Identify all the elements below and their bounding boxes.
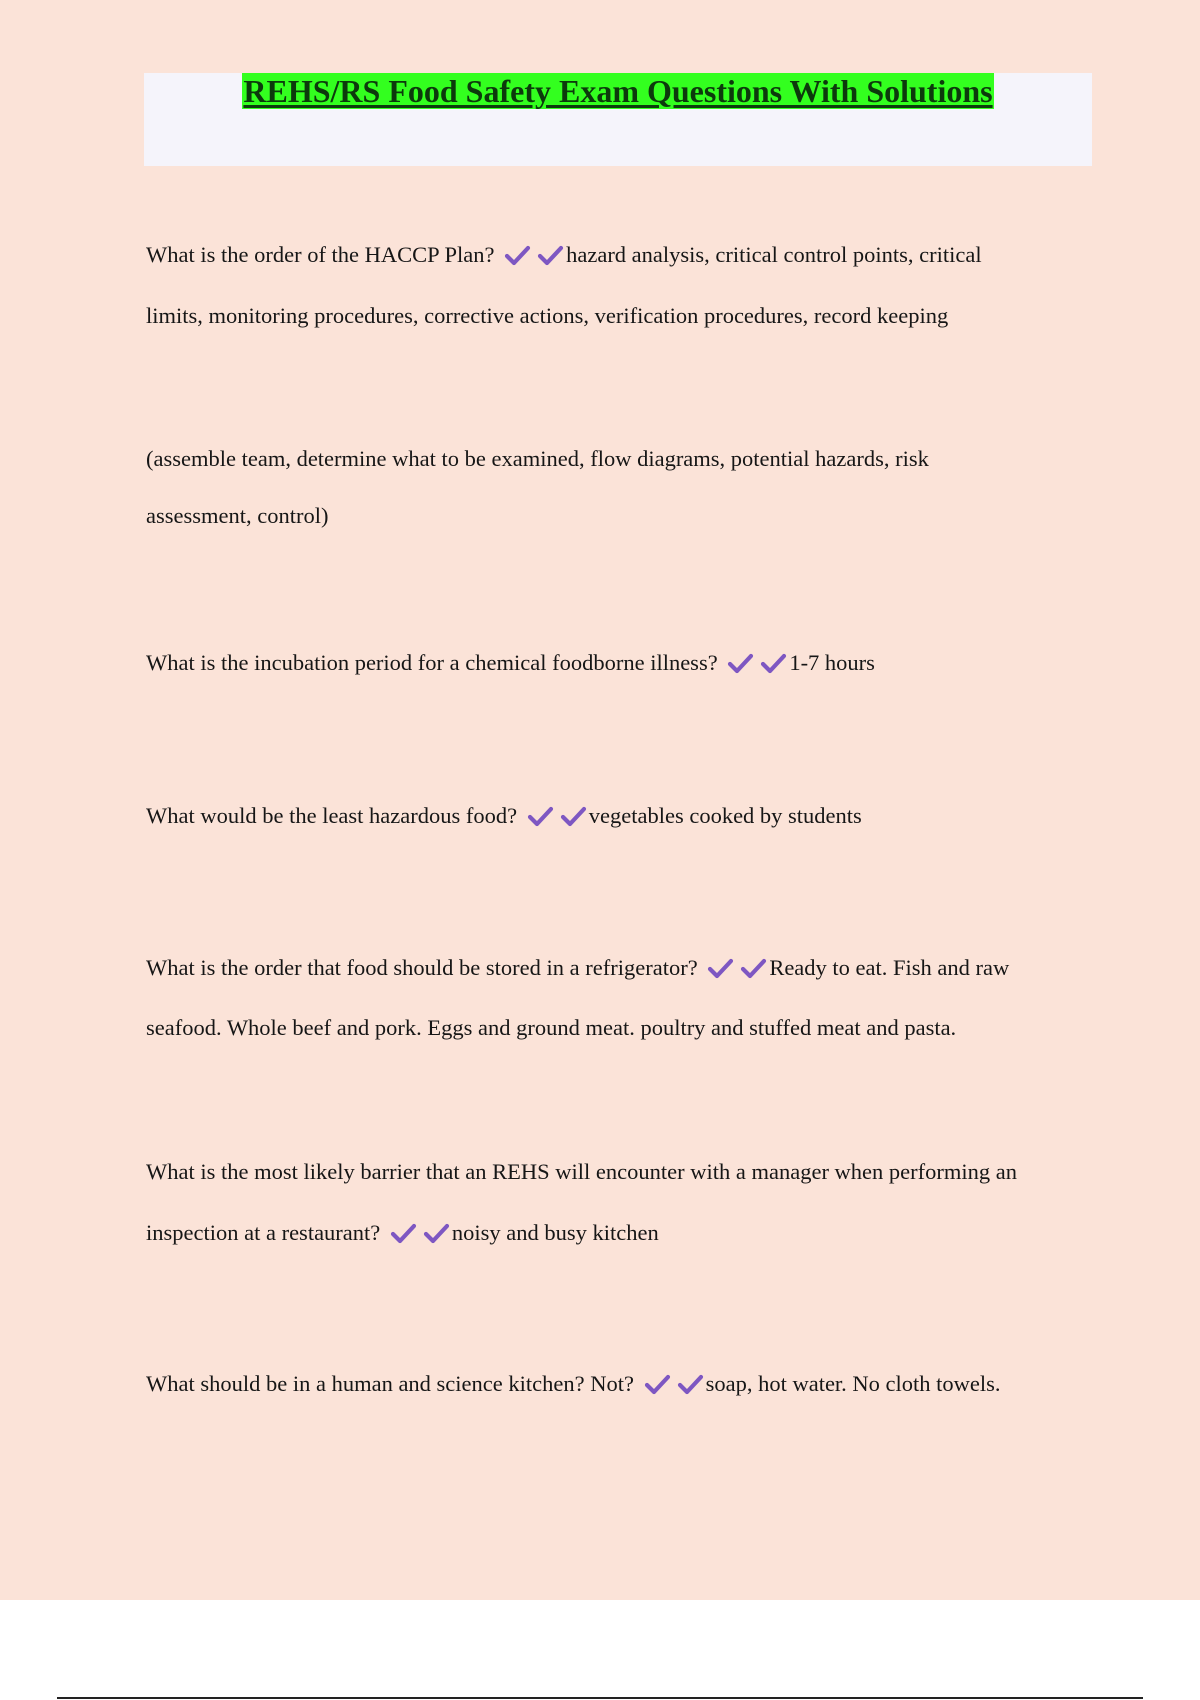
checkmark-icon (677, 1373, 704, 1395)
qa-item-1-line-2 (146, 302, 948, 330)
answer-text: hazard analysis, critical control points, critical (566, 242, 982, 267)
checkmark-icon (727, 652, 754, 674)
checkmark-icon (537, 244, 564, 266)
checkmark-icon (740, 957, 767, 979)
qa-item-1-note-line-2 (146, 502, 328, 530)
document-title-text: REHS/RS Food Safety Exam Questions With Solutions (243, 73, 993, 109)
answer-text: 1-7 hours (789, 650, 875, 675)
qa-item-6 (146, 1370, 1001, 1398)
answer-text: limits, monitoring procedures, corrective actions, verification procedures, record keeping (146, 303, 949, 328)
question-text: What is the most likely barrier that an REHS will encounter with a manager when performing an (146, 1159, 1017, 1184)
qa-item-4-line-2 (146, 1014, 956, 1042)
question-text: What would be the least hazardous food? (146, 803, 518, 828)
footer-divider (57, 1697, 1143, 1699)
qa-item-3 (146, 802, 862, 830)
question-text: What is the order that food should be stored in a refrigerator? (146, 955, 698, 980)
qa-item-1-line-1 (146, 241, 982, 269)
qa-item-1-note-line-1 (146, 445, 929, 473)
document-title (144, 73, 1092, 109)
checkmark-icon (527, 805, 554, 827)
checkmark-icon (760, 652, 787, 674)
question-text: What is the incubation period for a chemical foodborne illness? (146, 650, 718, 675)
qa-item-4-line-1 (146, 954, 1009, 982)
question-text: inspection at a restaurant? (146, 1220, 381, 1245)
question-text: What is the order of the HACCP Plan? (146, 242, 495, 267)
checkmark-icon (423, 1222, 450, 1244)
note-text: assessment, control) (146, 503, 329, 528)
checkmark-icon (644, 1373, 671, 1395)
checkmark-icon (560, 805, 587, 827)
answer-text: Ready to eat. Fish and raw (769, 955, 1010, 980)
qa-item-2 (146, 649, 875, 677)
question-text: What should be in a human and science kitchen? Not? (146, 1371, 634, 1396)
checkmark-icon (390, 1222, 417, 1244)
title-banner (144, 73, 1092, 166)
qa-item-5-line-1 (146, 1158, 1017, 1186)
answer-text: soap, hot water. No cloth towels. (705, 1371, 1001, 1396)
note-text: (assemble team, determine what to be examined, flow diagrams, potential hazards, risk (146, 446, 929, 471)
checkmark-icon (707, 957, 734, 979)
checkmark-icon (504, 244, 531, 266)
answer-text: vegetables cooked by students (588, 803, 862, 828)
qa-item-5-line-2 (146, 1219, 659, 1247)
answer-text: seafood. Whole beef and pork. Eggs and ground meat. poultry and stuffed meat and pasta. (146, 1015, 957, 1040)
answer-text: noisy and busy kitchen (451, 1220, 659, 1245)
